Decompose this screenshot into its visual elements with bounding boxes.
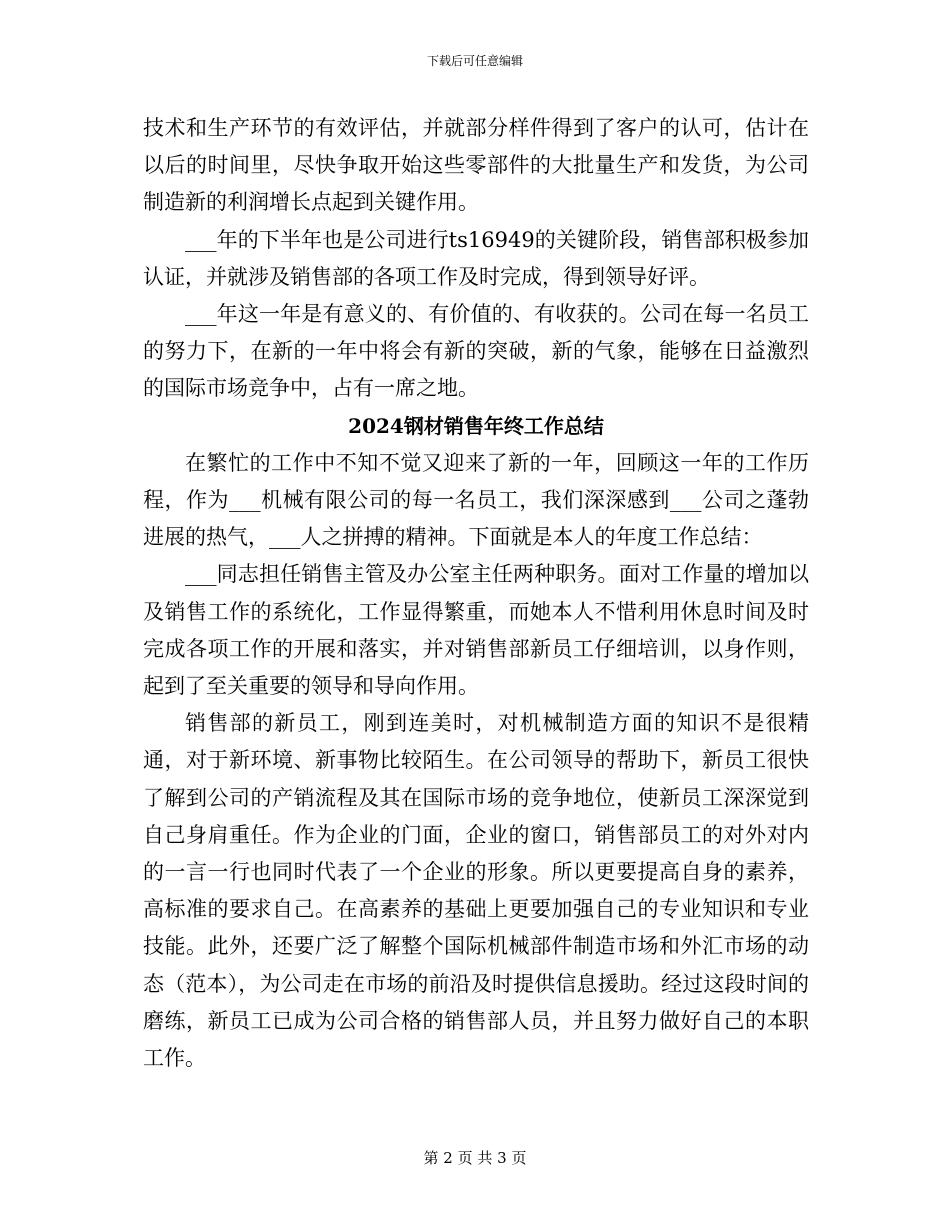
page-number: 第 2 页 共 3 页 xyxy=(423,1149,527,1167)
paragraph-ts16949: ___年的下半年也是公司进行ts16949的关键阶段，销售部积极参加认证，并就涉及销售部的各项工作及时完成，得到领导好评。 xyxy=(143,227,809,289)
document-body xyxy=(143,110,809,1077)
paragraph-continued: 技术和生产环节的有效评估，并就部分样件得到了客户的认可，估计在以后的时间里，尽快争取开始这些零部件的大批量生产和发货，为公司制造新的利润增长点起到关键作用。 xyxy=(143,116,809,215)
section-title: 2024钢材销售年终工作总结 xyxy=(348,413,604,438)
page-header-note: 下载后可任意编辑 xyxy=(426,54,523,68)
paragraph-year-summary: ___年这一年是有意义的、有价值的、有收获的。公司在每一名员工的努力下，在新的一年中将会有新的突破，新的气象，能够在日益激烈的国际市场竞争中，占有一席之地。 xyxy=(143,302,809,401)
paragraph-new-staff: 销售部的新员工，刚到连美时，对机械制造方面的知识不是很精通，对于新环境、新事物比较陌生。在公司领导的帮助下，新员工很快了解到公司的产销流程及其在国际市场的竞争地位，使新员工深深觉到自己身肩重任。作为企业的门面，企业的窗口，销售部员工的对外对内的一言一行也同时代表了一个企业的形象。所以更要提高自身的素养，高标准的要求自己。在高素养的基础上更要加强自己的专业知识和专业技能。此外，还要广泛了解整个国际机械部件制造市场和外汇市场的动态（范本），为公司走在市场的前沿及时提供信息援助。经过这段时间的磨练，新员工已成为公司合格的销售部人员，并且努力做好自己的本职工作。 xyxy=(143,711,809,1071)
paragraph-supervisor: ___同志担任销售主管及办公室主任两种职务。面对工作量的增加以及销售工作的系统化，工作显得繁重，而她本人不惜利用休息时间及时完成各项工作的开展和落实，并对销售部新员工仔细培训，以身作则，起到了至关重要的领导和导向作用。 xyxy=(143,562,809,699)
paragraph-intro: 在繁忙的工作中不知不觉又迎来了新的一年，回顾这一年的工作历程，作为___机械有限公司的每一名员工，我们深深感到___公司之蓬勃进展的热气，___人之拼搏的精神。下面就是本人的年度工作总结： xyxy=(143,450,809,550)
